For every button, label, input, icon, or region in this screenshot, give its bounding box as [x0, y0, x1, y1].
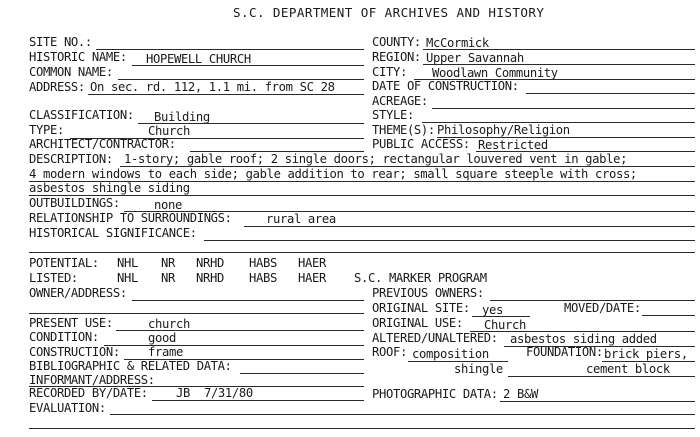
sc-marker-program: S.C. MARKER PROGRAM: [354, 271, 487, 285]
evaluation-label: EVALUATION:: [29, 401, 106, 415]
classification-label: CLASSIFICATION:: [29, 108, 134, 122]
bibliographic-label: BIBLIOGRAPHIC & RELATED DATA:: [29, 359, 232, 373]
recorded-line: [152, 400, 364, 401]
address-label: ADDRESS:: [29, 80, 85, 94]
relationship-label: RELATIONSHIP TO SURROUNDINGS:: [29, 211, 232, 225]
acreage-line: [432, 108, 695, 109]
condition-value: good: [148, 331, 176, 345]
owner-address-line: [132, 300, 364, 301]
outbuildings-value: none: [154, 198, 182, 212]
evaluation-line: [110, 414, 695, 415]
listed-habs: HABS: [249, 271, 277, 285]
listed-nhl: NHL: [117, 271, 138, 285]
present-use-label: PRESENT USE:: [29, 316, 113, 330]
description-line-3: asbestos shingle siding: [29, 181, 190, 195]
date-construction-label: DATE OF CONSTRUCTION:: [372, 79, 519, 93]
foundation-value-2: cement block: [586, 362, 670, 376]
construction-value: frame: [148, 345, 183, 359]
informant-label: INFORMANT/ADDRESS:: [29, 373, 155, 387]
potential-habs: HABS: [249, 256, 277, 270]
type-value: Church: [148, 124, 190, 138]
original-site-line: [472, 316, 530, 317]
classification-value: Building: [154, 110, 210, 124]
address-value: On sec. rd. 112, 1.1 mi. from SC 28: [90, 80, 335, 94]
site-no-label: SITE NO.:: [29, 35, 92, 49]
photographic-label: PHOTOGRAPHIC DATA:: [372, 387, 498, 401]
owner-address-line-2: [29, 313, 364, 314]
public-access-value: Restricted: [478, 138, 548, 152]
condition-label: CONDITION:: [29, 330, 99, 344]
public-access-label: PUBLIC ACCESS:: [372, 137, 470, 151]
roof-label: ROOF:: [372, 345, 407, 359]
moved-date-line: [642, 315, 695, 316]
city-label: CITY:: [372, 65, 407, 79]
original-site-label: ORIGINAL SITE:: [372, 301, 470, 315]
photographic-line: [500, 401, 695, 402]
listed-nr: NR: [161, 271, 175, 285]
potential-nr: NR: [161, 256, 175, 270]
bibliographic-line: [240, 373, 364, 374]
common-name-label: COMMON NAME:: [29, 65, 113, 79]
listed-haer: HAER: [298, 271, 326, 285]
roof-foundation-line-2: [508, 376, 695, 377]
address-line: [88, 94, 364, 95]
historical-significance-line-2: [29, 252, 695, 253]
site-no-line: [96, 49, 364, 50]
potential-haer: HAER: [298, 256, 326, 270]
themes-line: [437, 137, 695, 138]
description-label: DESCRIPTION:: [29, 152, 113, 166]
original-use-label: ORIGINAL USE:: [372, 316, 463, 330]
construction-label: CONSTRUCTION:: [29, 345, 120, 359]
page-title: S.C. DEPARTMENT OF ARCHIVES AND HISTORY: [233, 5, 545, 20]
foundation-label: FOUNDATION:: [526, 345, 603, 359]
moved-date-label: MOVED/DATE:: [564, 301, 641, 315]
relationship-line: [244, 226, 695, 227]
description-rule-3: [29, 195, 695, 196]
altered-value: asbestos siding added: [510, 332, 657, 346]
potential-nhl: NHL: [117, 256, 138, 270]
photographic-value: 2 B&W: [503, 387, 538, 401]
themes-value: Philosophy/Religion: [437, 123, 570, 137]
historic-name-line: [132, 65, 364, 66]
description-line-1: 1-story; gable roof; 2 single doors; rectangular louvered vent in gable;: [124, 152, 628, 166]
present-use-value: church: [148, 317, 190, 331]
original-site-value: yes: [482, 303, 503, 317]
historic-name-label: HISTORIC NAME:: [29, 50, 127, 64]
recorded-label: RECORDED BY/DATE:: [29, 386, 148, 400]
style-label: STYLE:: [372, 108, 414, 122]
recorded-value: JB 7/31/80: [176, 386, 253, 400]
altered-label: ALTERED/UNALTERED:: [372, 331, 498, 345]
county-line: [423, 49, 695, 50]
date-construction-line: [526, 93, 695, 94]
listed-nrhd: NRHD: [196, 271, 224, 285]
foundation-value-1: brick piers,: [604, 347, 688, 361]
potential-nrhd: NRHD: [196, 256, 224, 270]
owner-address-label: OWNER/ADDRESS:: [29, 286, 127, 300]
county-label: COUNTY:: [372, 35, 421, 49]
historic-name-value: HOPEWELL CHURCH: [146, 52, 251, 66]
region-label: REGION:: [372, 50, 421, 64]
type-label: TYPE:: [29, 123, 64, 137]
historical-significance-label: HISTORICAL SIGNIFICANCE:: [29, 226, 197, 240]
acreage-label: ACREAGE:: [372, 94, 428, 108]
historical-significance-line: [204, 240, 695, 241]
roof-value-1: composition: [412, 347, 489, 361]
original-use-value: Church: [484, 318, 526, 332]
potential-label: POTENTIAL:: [29, 256, 99, 270]
evaluation-line-2: [29, 428, 695, 429]
region-line: [423, 64, 695, 65]
region-value: Upper Savannah: [426, 51, 524, 65]
city-value: Woodlawn Community: [432, 66, 558, 80]
relationship-value: rural area: [266, 212, 336, 226]
county-value: McCormick: [426, 36, 489, 50]
listed-label: LISTED:: [29, 271, 78, 285]
description-line-2: 4 modern windows to each side; gable addition to rear; small square steeple with cross;: [29, 167, 637, 181]
themes-label: THEME(S):: [372, 123, 435, 137]
previous-owners-label: PREVIOUS OWNERS:: [372, 286, 484, 300]
roof-value-2: shingle: [454, 362, 503, 376]
outbuildings-label: OUTBUILDINGS:: [29, 196, 120, 210]
architect-label: ARCHITECT/CONTRACTOR:: [29, 137, 176, 151]
condition-line: [104, 345, 364, 346]
